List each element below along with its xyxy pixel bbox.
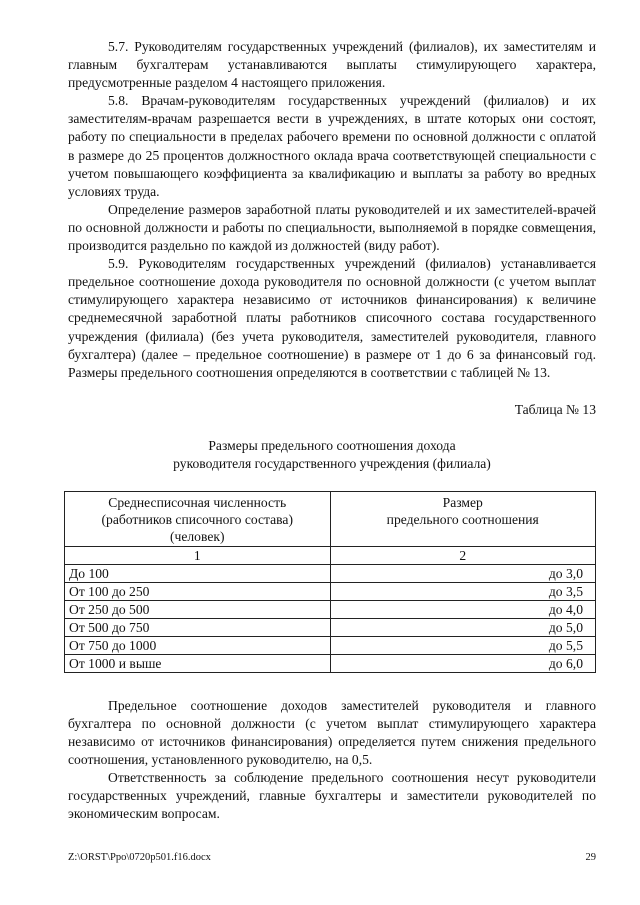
cell-value: до 6,0 (330, 654, 596, 672)
table-row (65, 618, 596, 636)
footer-page-number: 29 (585, 852, 596, 863)
column-number-1: 1 (65, 546, 331, 564)
document-page (68, 38, 596, 823)
paragraph-5-8: 5.8. Врачам-руководителям государственных учреждений (филиалов) и их заместителям-врачам разрешается вести в учреждениях, в штате которых они состоят, работу по специальности в пределах рабочего времени по основной должности с оплатой в размере до 25 процентов должностного оклада врача соответствующей специальности с учетом повышающего коэффициента за квалификацию и выплаты за работу во вредных условиях труда. (68, 93, 596, 199)
page-footer (68, 852, 596, 863)
cell-value: до 3,0 (330, 564, 596, 582)
table-row (65, 564, 596, 582)
cell-range: От 1000 и выше (65, 654, 331, 672)
cell-range: От 750 до 1000 (65, 636, 331, 654)
cell-value: до 5,0 (330, 618, 596, 636)
ratio-table (64, 491, 596, 673)
cell-value: до 4,0 (330, 600, 596, 618)
table-number-row (65, 546, 596, 564)
paragraph-responsibility: Ответственность за соблюдение предельного соотношения несут руководители государственных учреждений, главные бухгалтеры и заместители руководителей по экономическим вопросам. (68, 770, 596, 822)
table-title-line-2: руководителя государственного учреждения (филиала) (173, 455, 491, 471)
table-title-line-1: Размеры предельного соотношения дохода (208, 437, 456, 453)
paragraph-salary-definition: Определение размеров заработной платы руководителей и их заместителей-врачей по основной должности и работы по специальности, выполняемой в порядке совмещения, производится раздельно по каждой из должностей (виду работ). (68, 201, 596, 254)
paragraph-5-9: 5.9. Руководителям государственных учреждений (филиалов) устанавливается предельное соотношение дохода руководителя по основной должности (с учетом выплат стимулирующего характера независимо от источников финансирования) к величине среднемесячной заработной платы работников списочного состава государственного учреждения (филиала) (без учета руководителя, заместителей руководителя, главного бухгалтера) (далее – предельное соотношение) в размере от 1 до 6 за финансовый год. Размеры предельного соотношения определяются в соответствии с таблицей № 13. (68, 256, 596, 380)
cell-value: до 3,5 (330, 582, 596, 600)
table-header-row (65, 491, 596, 546)
header-ratio: Размер предельного соотношения (330, 491, 596, 546)
cell-range: От 250 до 500 (65, 600, 331, 618)
table-row (65, 636, 596, 654)
table-row (65, 582, 596, 600)
cell-value: до 5,5 (330, 636, 596, 654)
footer-file-path: Z:\ORST\Ppo\0720p501.f16.docx (68, 852, 211, 863)
table-number: Таблица № 13 (514, 401, 596, 417)
paragraph-deputy-ratio: Предельное соотношение доходов заместителей руководителя и главного бухгалтера по основной должности (с учетом выплат стимулирующего характера независимо от источников финансирования) определяется путем снижения предельного соотношения, установленного руководителю, на 0,5. (68, 697, 596, 768)
cell-range: До 100 (65, 564, 331, 582)
table-title (68, 437, 596, 473)
cell-range: От 100 до 250 (65, 582, 331, 600)
table-row (65, 600, 596, 618)
header-headcount: Среднесписочная численность (работников списочного состава) (человек) (65, 491, 331, 546)
table-row (65, 654, 596, 672)
column-number-2: 2 (330, 546, 596, 564)
cell-range: От 500 до 750 (65, 618, 331, 636)
paragraph-5-7: 5.7. Руководителям государственных учреждений (филиалов), их заместителям и главным бухгалтерам устанавливаются выплаты стимулирующего характера, предусмотренные разделом 4 настоящего приложения. (68, 39, 596, 91)
